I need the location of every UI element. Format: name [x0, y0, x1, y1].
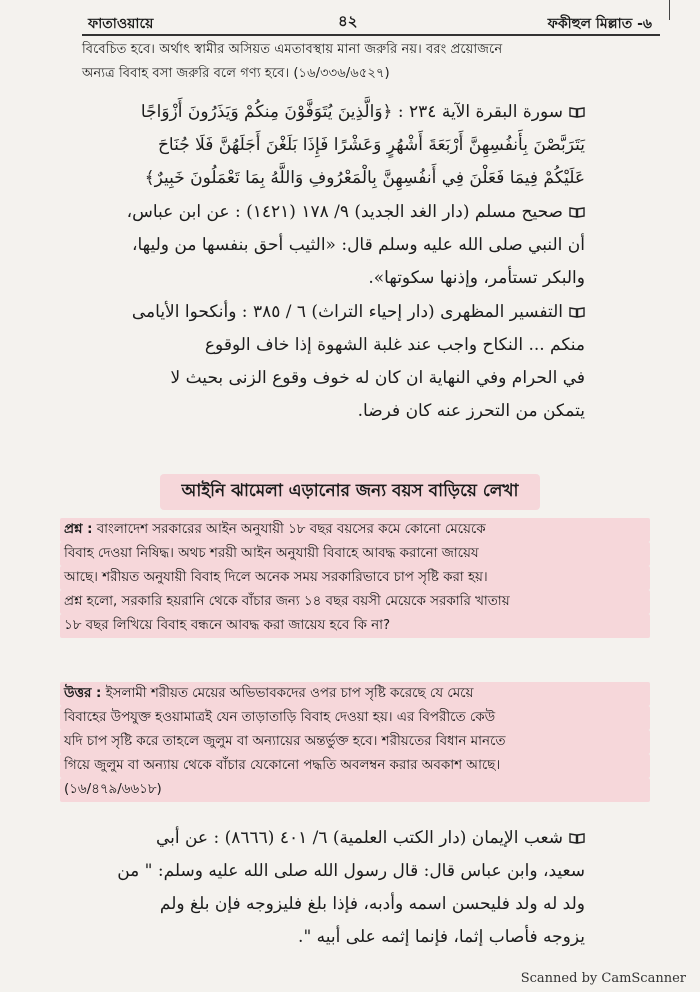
answer-line: গিয়ে জুলুম বা অন্যায় থেকে বাঁচার যেকোনো পদ্ধতি অবলম্বন করার অবকাশ আছে।	[60, 754, 650, 778]
reference-tafsir-mazhari	[131, 296, 585, 428]
header-rule	[82, 34, 660, 36]
reference-line: يتمكن من التحرز عنه كان فرضا.	[357, 401, 585, 421]
open-book-icon	[569, 107, 585, 118]
reference-line: سعيد، وابن عباس قال: قال رسول الله صلى الله عليه وسلم: " من	[117, 861, 585, 881]
reference-line: شعب الإيمان (دار الكتب العلمية) ٦/ ٤٠١ (٨٦٦٦) : عن أبي	[155, 828, 563, 848]
answer-label: উত্তর :	[64, 686, 102, 701]
paragraph-line: বিবেচিত হবে। অর্থাৎ স্বামীর অসিয়ত এমতাবস্থায় মানা জরুরি নয়। বরং প্রয়োজনে	[82, 42, 503, 57]
open-book-icon	[569, 833, 585, 844]
question-line: আছে। শরীয়ত অনুযায়ী বিবাহ দিলে অনেক সময় সরকারিভাবে চাপ সৃষ্টি করা হয়।	[60, 566, 650, 590]
question-line: বাংলাদেশ সরকারের আইন অনুযায়ী ১৮ বছর বয়সের কমে কোনো মেয়েকে	[96, 522, 486, 537]
page-edge-mark	[669, 0, 670, 20]
open-book-icon	[569, 307, 585, 318]
reference-line: ولد له ولد فليحسن اسمه وأدبه، فإذا بلغ فليزوجه فإن بلغ ولم	[159, 894, 585, 914]
question-line: প্রশ্ন হলো, সরকারি হয়রানি থেকে বাঁচার জন্য ১৪ বছর বয়সী মেয়েকে সরকারি খাতায়	[60, 590, 650, 614]
question-block	[60, 518, 650, 638]
header-book-title: ফাতাওয়ায়ে	[88, 16, 154, 32]
reference-line: صحيح مسلم (دار الغد الجديد) ٩/ ١٧٨ (١٤٢١) : عن ابن عباس،	[126, 202, 563, 222]
reference-sahih-muslim	[126, 196, 585, 295]
reference-line: التفسير المظهرى (دار إحياء التراث) ٦ / ٣٨٥ : وأنكحوا الأيامى	[131, 302, 563, 322]
answer-line: (১৬/৪৭৯/৬৬১৮)	[60, 778, 650, 802]
reference-line: يزوجه فأصاب إثما، فإنما إثمه على أبيه ".	[298, 927, 585, 947]
header-volume-title: ফকীহুল মিল্লাত -৬	[547, 16, 652, 32]
answer-line: বিবাহের উপযুক্ত হওয়ামাত্রই যেন তাড়াতাড়ি বিবাহ দেওয়া হয়। এর বিপরীতে কেউ	[60, 706, 650, 730]
reference-line: عَلَيْكُمْ فِيمَا فَعَلْنَ فِي أَنفُسِهِنَّ بِالْمَعْرُوفِ وَاللَّهُ بِمَا تَعْمَلُونَ خَبِيرٌ﴾	[144, 168, 585, 188]
page-number: ৪২	[338, 12, 358, 30]
reference-quran	[140, 96, 585, 195]
page-header	[70, 6, 660, 36]
section-title: আইনি ঝামেলা এড়ানোর জন্য বয়স বাড়িয়ে লেখা	[160, 474, 540, 510]
answer-block	[60, 682, 650, 802]
question-line: ১৮ বছর লিখিয়ে বিবাহ বন্ধনে আবদ্ধ করা জায়েয হবে কি না?	[60, 614, 650, 638]
answer-line: যদি চাপ সৃষ্টি করে তাহলে জুলুম বা অন্যায়ের অন্তর্ভুক্ত হবে। শরীয়তের বিধান মানতে	[60, 730, 650, 754]
answer-line: ইসলামী শরীয়ত মেয়ের অভিভাবকদের ওপর চাপ সৃষ্টি করেছে যে মেয়ে	[105, 686, 474, 701]
reference-line: في الحرام وفي النهاية ان كان له خوف وقوع الزنى بحيث لا	[170, 368, 585, 388]
reference-line: منكم ... النكاح واجب عند غلبة الشهوة إذا خاف الوقوع	[204, 335, 585, 355]
reference-line: يَتَرَبَّصْنَ بِأَنفُسِهِنَّ أَرْبَعَةَ أَشْهُرٍ وَعَشْرًا فَإِذَا بَلَغْنَ أَجَلَهُنَّ فَلَا جُنَاحَ	[157, 135, 585, 155]
paragraph-line: অন্যত্র বিবাহ বসা জরুরি বলে গণ্য হবে। (১৬/৩৩৬/৬৫২৭)	[82, 66, 390, 81]
reference-line: والبكر تستأمر، وإذنها سكوتها».	[368, 268, 585, 288]
scanner-watermark: Scanned by CamScanner	[520, 971, 686, 986]
open-book-icon	[569, 207, 585, 218]
top-paragraph	[82, 38, 672, 86]
reference-line: سورة البقرة الآية ٢٣٤ : ﴿وَالَّذِينَ يُتَوَفَّوْنَ مِنكُمْ وَيَذَرُونَ أَزْوَاجًا	[140, 102, 563, 122]
question-label: প্রশ্ন :	[64, 522, 93, 537]
reference-line: أن النبي صلى الله عليه وسلم قال: «الثيب أحق بنفسها من وليها،	[131, 235, 585, 255]
question-line: বিবাহ দেওয়া নিষিদ্ধ। অথচ শরয়ী আইন অনুযায়ী বিবাহে আবদ্ধ করানো জায়েয	[60, 542, 650, 566]
reference-shuab-al-iman	[117, 822, 585, 954]
